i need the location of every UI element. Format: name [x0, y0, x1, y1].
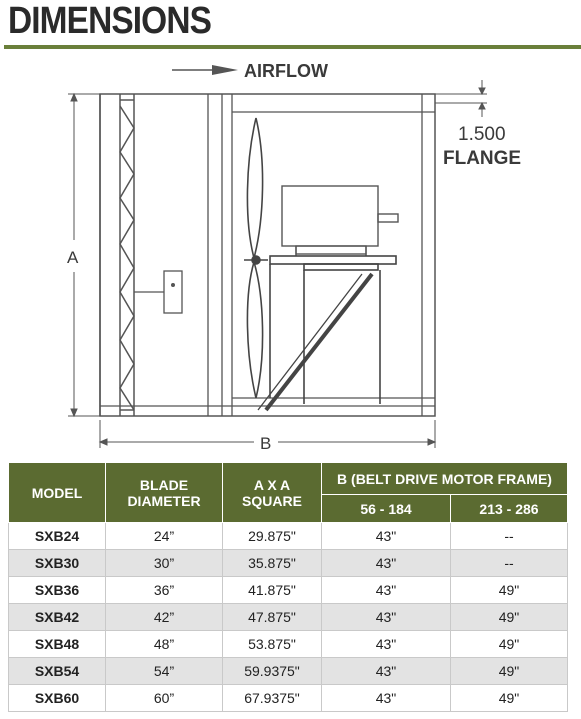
housing-panels [100, 94, 435, 416]
table-row [9, 523, 568, 550]
cell-model: SXB24 [9, 523, 106, 550]
flange-dimension [435, 80, 487, 117]
cell-blade: 24” [106, 523, 223, 550]
cell-b2: 49" [451, 577, 568, 604]
cell-axa: 47.875" [223, 604, 322, 631]
cell-b2: -- [451, 523, 568, 550]
cell-axa: 29.875" [223, 523, 322, 550]
cell-b1: 43" [322, 523, 451, 550]
header-b-sub2: 213 - 286 [451, 495, 568, 523]
cell-axa: 67.9375" [223, 685, 322, 712]
cell-blade: 60” [106, 685, 223, 712]
cell-model: SXB60 [9, 685, 106, 712]
fan-blade [244, 118, 268, 398]
table-row [9, 550, 568, 577]
cell-blade: 36” [106, 577, 223, 604]
cell-model: SXB42 [9, 604, 106, 631]
cell-model: SXB36 [9, 577, 106, 604]
title-rule [4, 45, 581, 49]
motor-mount [258, 256, 396, 410]
cell-axa: 59.9375" [223, 658, 322, 685]
header-b-group: B (BELT DRIVE MOTOR FRAME) [322, 463, 568, 495]
cell-b2: 49" [451, 631, 568, 658]
header-model: MODEL [9, 463, 106, 523]
motor [282, 186, 398, 256]
cell-b2: -- [451, 550, 568, 577]
flange-value: 1.500 [458, 124, 506, 145]
dimension-b-label: B [260, 434, 272, 453]
airflow-label: AIRFLOW [244, 61, 328, 81]
table-row [9, 577, 568, 604]
header-axa-line2: SQUARE [242, 492, 302, 509]
cell-blade: 42” [106, 604, 223, 631]
latch-box [164, 271, 182, 313]
dimensions-table [8, 462, 568, 712]
cell-b1: 43" [322, 577, 451, 604]
cell-model: SXB48 [9, 631, 106, 658]
cell-b2: 49" [451, 658, 568, 685]
cell-b1: 43" [322, 631, 451, 658]
cell-b1: 43" [322, 550, 451, 577]
airflow-arrow-icon [172, 65, 238, 75]
truss-frame [100, 94, 134, 416]
flange-label: FLANGE [443, 148, 522, 169]
cell-blade: 48” [106, 631, 223, 658]
page-title: DIMENSIONS [8, 0, 212, 42]
header-blade-line2: DIAMETER [127, 492, 201, 509]
header-axa-line1: A X A [253, 476, 291, 493]
cell-blade: 30” [106, 550, 223, 577]
cell-model: SXB30 [9, 550, 106, 577]
table-row [9, 685, 568, 712]
cell-axa: 35.875" [223, 550, 322, 577]
cell-model: SXB54 [9, 658, 106, 685]
header-b-sub1: 56 - 184 [322, 495, 451, 523]
cell-b2: 49" [451, 604, 568, 631]
cell-b1: 43" [322, 604, 451, 631]
cell-b1: 43" [322, 658, 451, 685]
cell-b2: 49" [451, 685, 568, 712]
header-blade-diameter [106, 463, 223, 523]
cell-b1: 43" [322, 685, 451, 712]
table-row [9, 631, 568, 658]
dimension-a-label: A [67, 248, 79, 267]
cell-axa: 41.875" [223, 577, 322, 604]
cell-blade: 54” [106, 658, 223, 685]
fan-dimension-diagram [0, 52, 581, 457]
table-row [9, 658, 568, 685]
table-row [9, 604, 568, 631]
header-axa-square [223, 463, 322, 523]
cell-axa: 53.875" [223, 631, 322, 658]
header-blade-line1: BLADE [139, 476, 189, 493]
housing-outline [100, 94, 435, 416]
